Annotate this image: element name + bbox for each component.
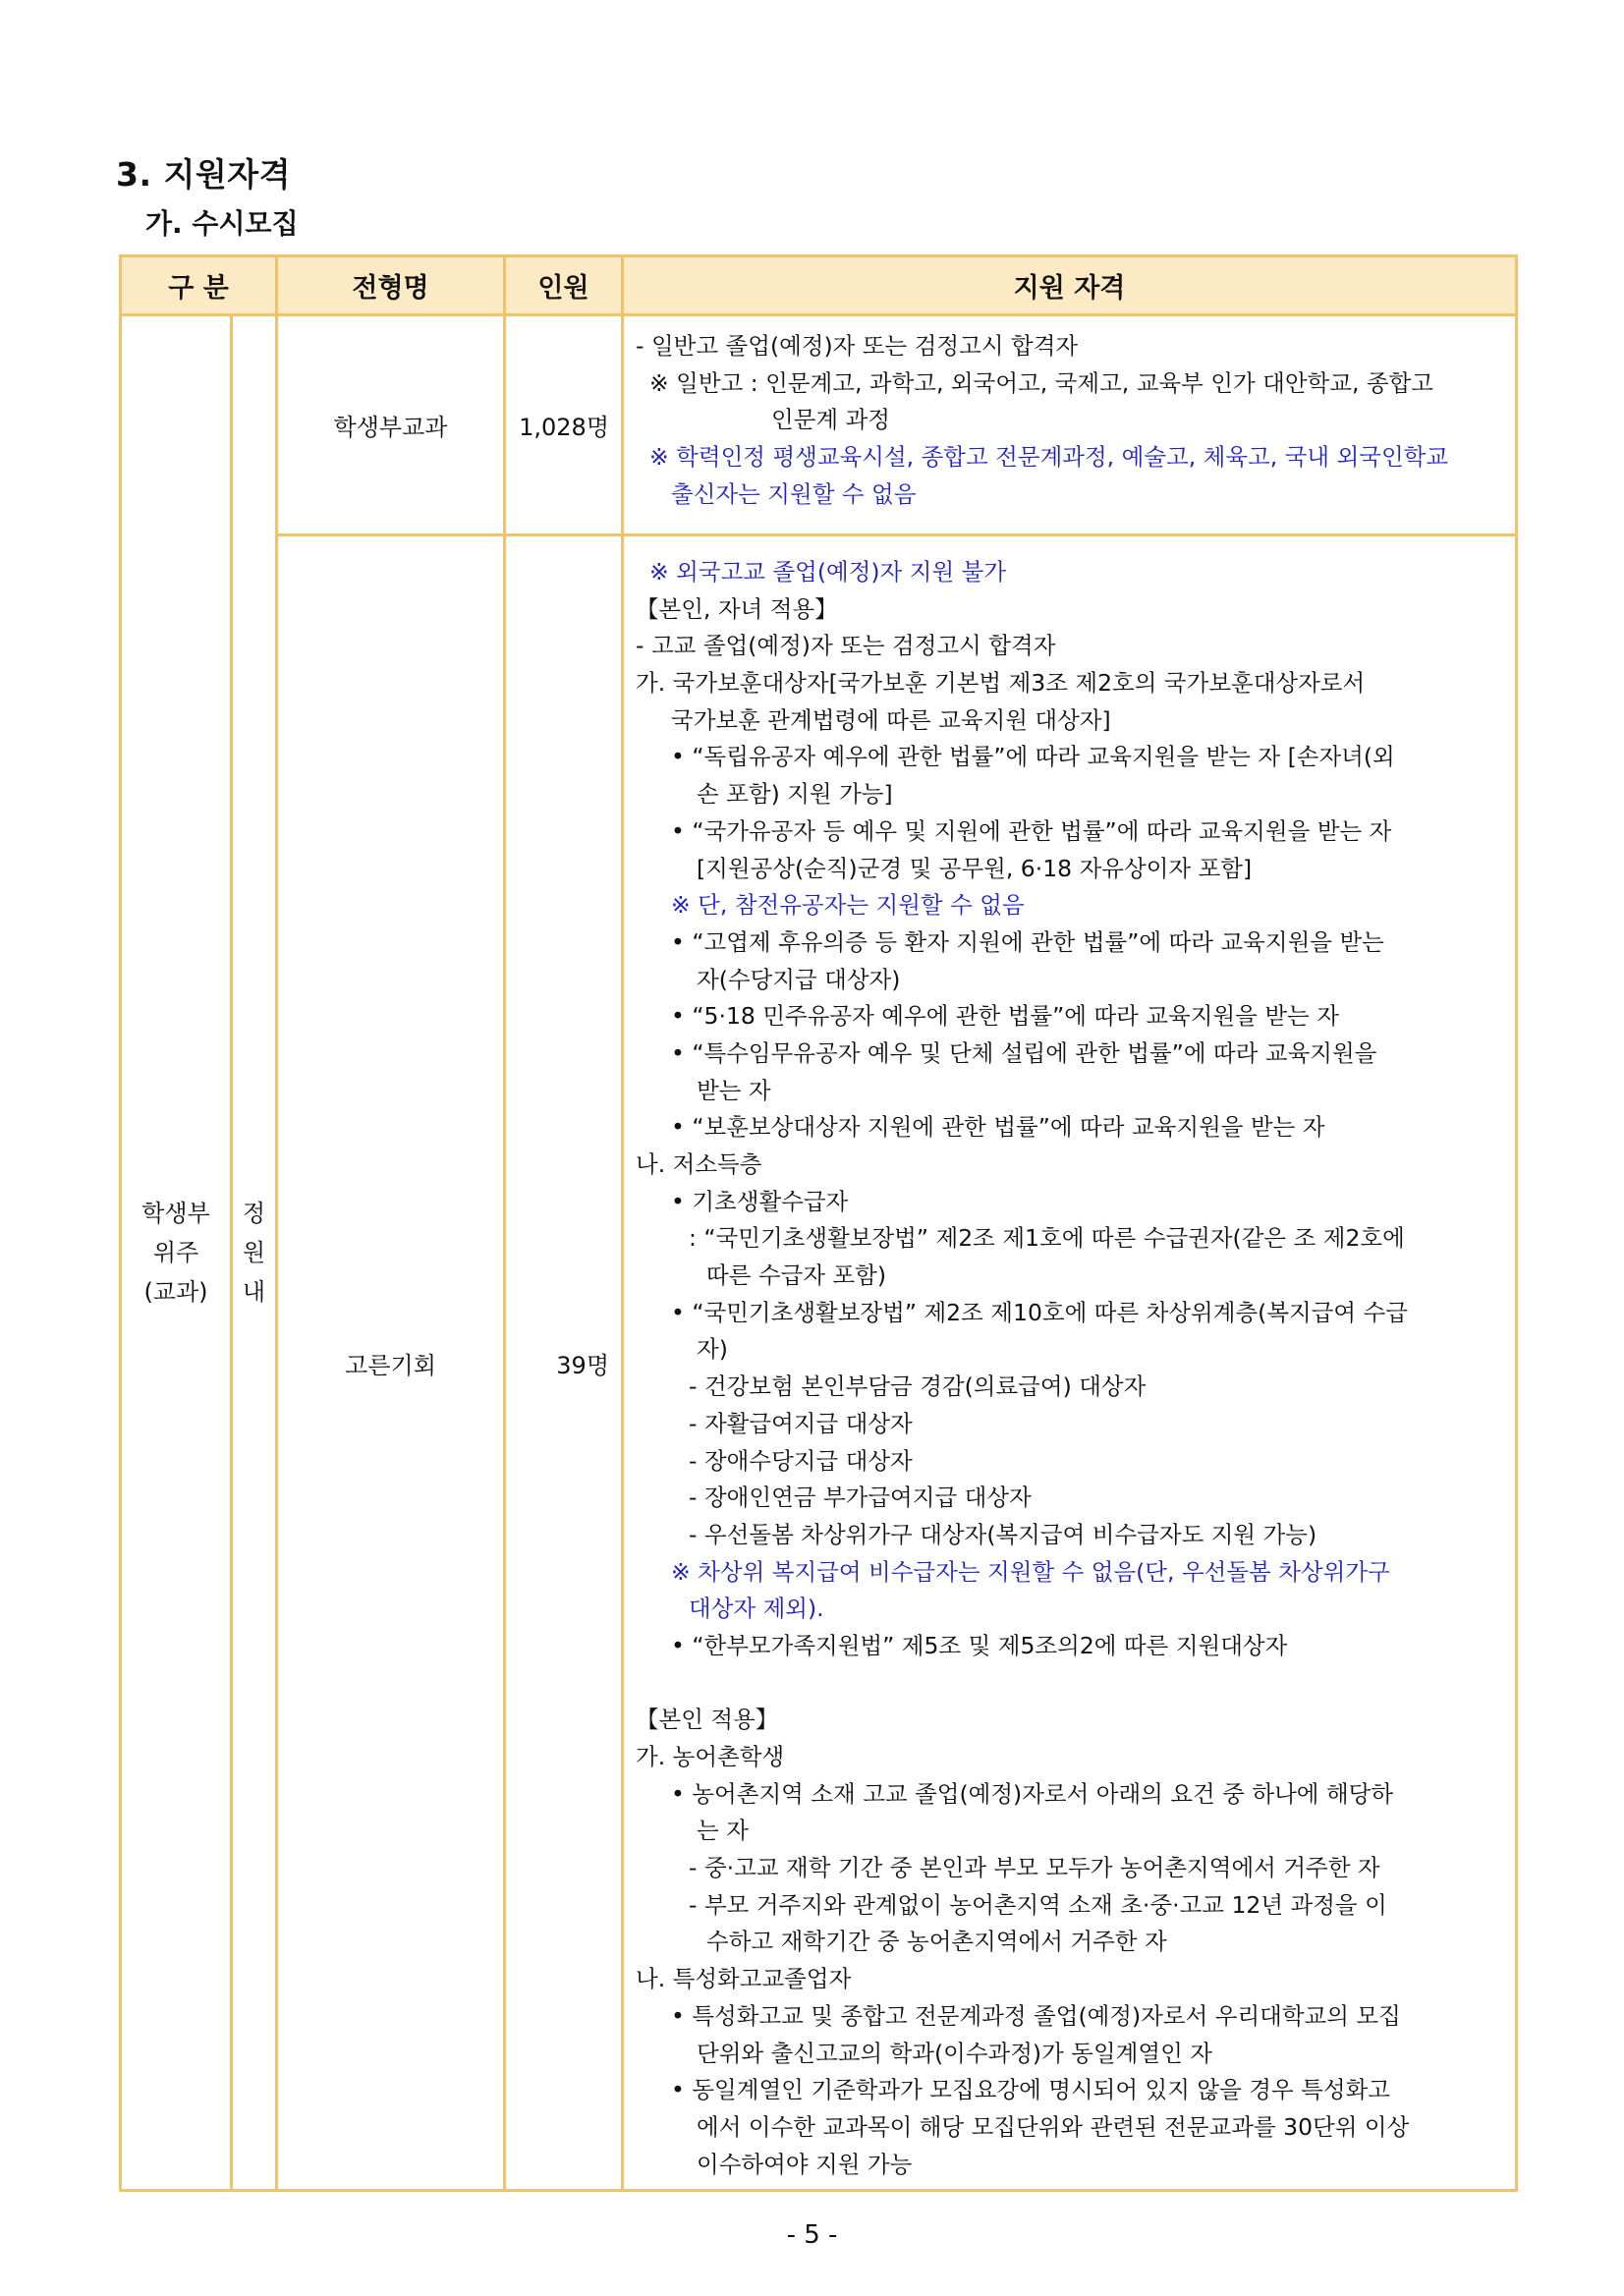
qualification-line: 자) bbox=[697, 1335, 728, 1364]
qualification-line: 국가보훈 관계법령에 따른 교육지원 대상자] bbox=[671, 705, 1111, 734]
qualification-line: - 장애인연금 부가급여지급 대상자 bbox=[689, 1484, 1032, 1512]
qualification-line: • “고엽제 후유의증 등 환자 지원에 관한 법률”에 따라 교육지원을 받는 bbox=[671, 927, 1384, 956]
qualification-line: - 자활급여지급 대상자 bbox=[689, 1409, 913, 1437]
header-category: 구 분 bbox=[121, 256, 277, 315]
qualification-line: - 중·고교 재학 기간 중 본인과 부모 모두가 농어촌지역에서 거주한 자 bbox=[689, 1854, 1380, 1882]
subcategory-line: 원 bbox=[242, 1239, 266, 1267]
qualification-line: - 고교 졸업(예정)자 또는 검정고시 합격자 bbox=[636, 632, 1056, 660]
header-qualification: 지원 자격 bbox=[623, 256, 1517, 315]
section-title: 3. 지원자격 bbox=[116, 155, 291, 194]
qualification-line: 에서 이수한 교과목이 해당 모집단위와 관련된 전문교과를 30단위 이상 bbox=[697, 2112, 1410, 2141]
qualification-note: ※ 단, 참전유공자는 지원할 수 없음 bbox=[671, 891, 1025, 920]
subcategory-line: 내 bbox=[242, 1278, 266, 1307]
qualification-line: • “국가유공자 등 예우 및 지원에 관한 법률”에 따라 교육지원을 받는 자 bbox=[671, 816, 1392, 845]
qualification-line: - 우선돌봄 차상위가구 대상자(복지급여 비수급자도 지원 가능) bbox=[689, 1520, 1317, 1548]
qualification-cell bbox=[623, 535, 1517, 2191]
qualification-note: ※ 외국고교 졸업(예정)자 지원 불가 bbox=[649, 558, 1007, 586]
qualification-table bbox=[119, 254, 1518, 2192]
category-cell bbox=[121, 315, 232, 2191]
qualification-line: 따른 수급자 포함) bbox=[706, 1261, 887, 1290]
qualification-line: 인문계 과정 bbox=[771, 406, 890, 434]
qualification-line: 자(수당지급 대상자) bbox=[697, 965, 901, 993]
qualification-line: : “국민기초생활보장법” 제2조 제1호에 따른 수급권자(같은 조 제2호에 bbox=[689, 1224, 1405, 1253]
qualification-note: ※ 차상위 복지급여 비수급자는 지원할 수 없음(단, 우선돌봄 차상위가구 bbox=[671, 1557, 1390, 1586]
sub-title: 가. 수시모집 bbox=[145, 207, 299, 240]
qualification-line: - 부모 거주지와 관계없이 농어촌지역 소재 초·중·고교 12년 과정을 이 bbox=[689, 1890, 1387, 1919]
category-line: 위주 bbox=[152, 1239, 199, 1267]
qualification-line: • “한부모가족지원법” 제5조 및 제5조의2에 따른 지원대상자 bbox=[671, 1631, 1288, 1659]
qualification-line: • 농어촌지역 소재 고교 졸업(예정)자로서 아래의 요건 중 하나에 해당하 bbox=[671, 1779, 1394, 1808]
qualification-line: 손 포함) 지원 가능] bbox=[697, 780, 893, 809]
quota-value: 1,028명 bbox=[505, 315, 623, 535]
qualification-line: 가. 농어촌학생 bbox=[636, 1743, 785, 1770]
qualification-line: 수하고 재학기간 중 농어촌지역에서 거주한 자 bbox=[706, 1928, 1167, 1956]
qualification-line: • 기초생활수급자 bbox=[671, 1187, 849, 1215]
qualification-line: • 동일계열인 기준학과가 모집요강에 명시되어 있지 않을 경우 특성화고 bbox=[671, 2076, 1390, 2104]
qualification-note: ※ 학력인정 평생교육시설, 종합고 전문계과정, 예술고, 체육고, 국내 외국인학교 bbox=[649, 443, 1449, 472]
table-header-row bbox=[121, 256, 1517, 315]
qualification-line: • “특수임무유공자 예우 및 단체 설립에 관한 법률”에 따라 교육지원을 bbox=[671, 1038, 1377, 1067]
qualification-line: • “보훈보상대상자 지원에 관한 법률”에 따라 교육지원을 받는 자 bbox=[671, 1113, 1325, 1142]
qualification-line: - 일반고 졸업(예정)자 또는 검정고시 합격자 bbox=[636, 332, 1079, 360]
qualification-line: 나. 저소득층 bbox=[636, 1150, 762, 1178]
category-line: (교과) bbox=[143, 1278, 208, 1307]
table-row bbox=[121, 315, 1517, 535]
qualification-note: 출신자는 지원할 수 없음 bbox=[671, 479, 917, 508]
track-name: 학생부교과 bbox=[277, 315, 505, 535]
qualification-line: 받는 자 bbox=[697, 1076, 771, 1104]
qualification-line: • “독립유공자 예우에 관한 법률”에 따라 교육지원을 받는 자 [손자녀(외 bbox=[671, 743, 1395, 771]
qualification-note: 대상자 제외). bbox=[689, 1595, 824, 1623]
qualification-line: • 특성화고교 및 종합고 전문계과정 졸업(예정)자로서 우리대학교의 모집 bbox=[671, 2001, 1401, 2030]
qualification-line: • “국민기초생활보장법” 제2조 제10호에 따른 차상위계층(복지급여 수급 bbox=[671, 1298, 1408, 1326]
qualification-line: - 장애수당지급 대상자 bbox=[689, 1446, 913, 1475]
qualification-line: 는 자 bbox=[697, 1817, 749, 1845]
qualification-line: 【본인, 자녀 적용】 bbox=[636, 594, 838, 623]
subcategory-cell bbox=[232, 315, 277, 2191]
category-line: 학생부 bbox=[141, 1200, 210, 1228]
qualification-line: - 건강보험 본인부담금 경감(의료급여) 대상자 bbox=[689, 1372, 1147, 1401]
track-name: 고른기회 bbox=[277, 535, 505, 2191]
quota-value: 39명 bbox=[505, 535, 623, 2191]
header-quota: 인원 bbox=[505, 256, 623, 315]
qualification-line: 가. 국가보훈대상자[국가보훈 기본법 제3조 제2호의 국가보훈대상자로서 bbox=[636, 669, 1366, 698]
header-track: 전형명 bbox=[277, 256, 505, 315]
qualification-line: 이수하여야 지원 가능 bbox=[697, 2150, 913, 2178]
subcategory-line: 정 bbox=[242, 1200, 266, 1228]
qualification-cell bbox=[623, 315, 1517, 535]
qualification-line: 단위와 출신고교의 학과(이수과정)가 동일계열인 자 bbox=[697, 2039, 1212, 2067]
qualification-line: • “5·18 민주유공자 예우에 관한 법률”에 따라 교육지원을 받는 자 bbox=[671, 1002, 1339, 1031]
qualification-line: ※ 일반고 : 인문계고, 과학고, 외국어고, 국제고, 교육부 인가 대안학교, 종합고 bbox=[649, 368, 1434, 397]
blank-line bbox=[636, 1665, 1505, 1703]
page-number: - 5 - bbox=[786, 2220, 838, 2250]
qualification-line: 나. 특성화고교졸업자 bbox=[636, 1965, 852, 1993]
qualification-line: 【본인 적용】 bbox=[636, 1706, 779, 1734]
table-row bbox=[121, 535, 1517, 2191]
qualification-line: [지원공상(순직)군경 및 공무원, 6·18 자유상이자 포함] bbox=[697, 854, 1253, 882]
